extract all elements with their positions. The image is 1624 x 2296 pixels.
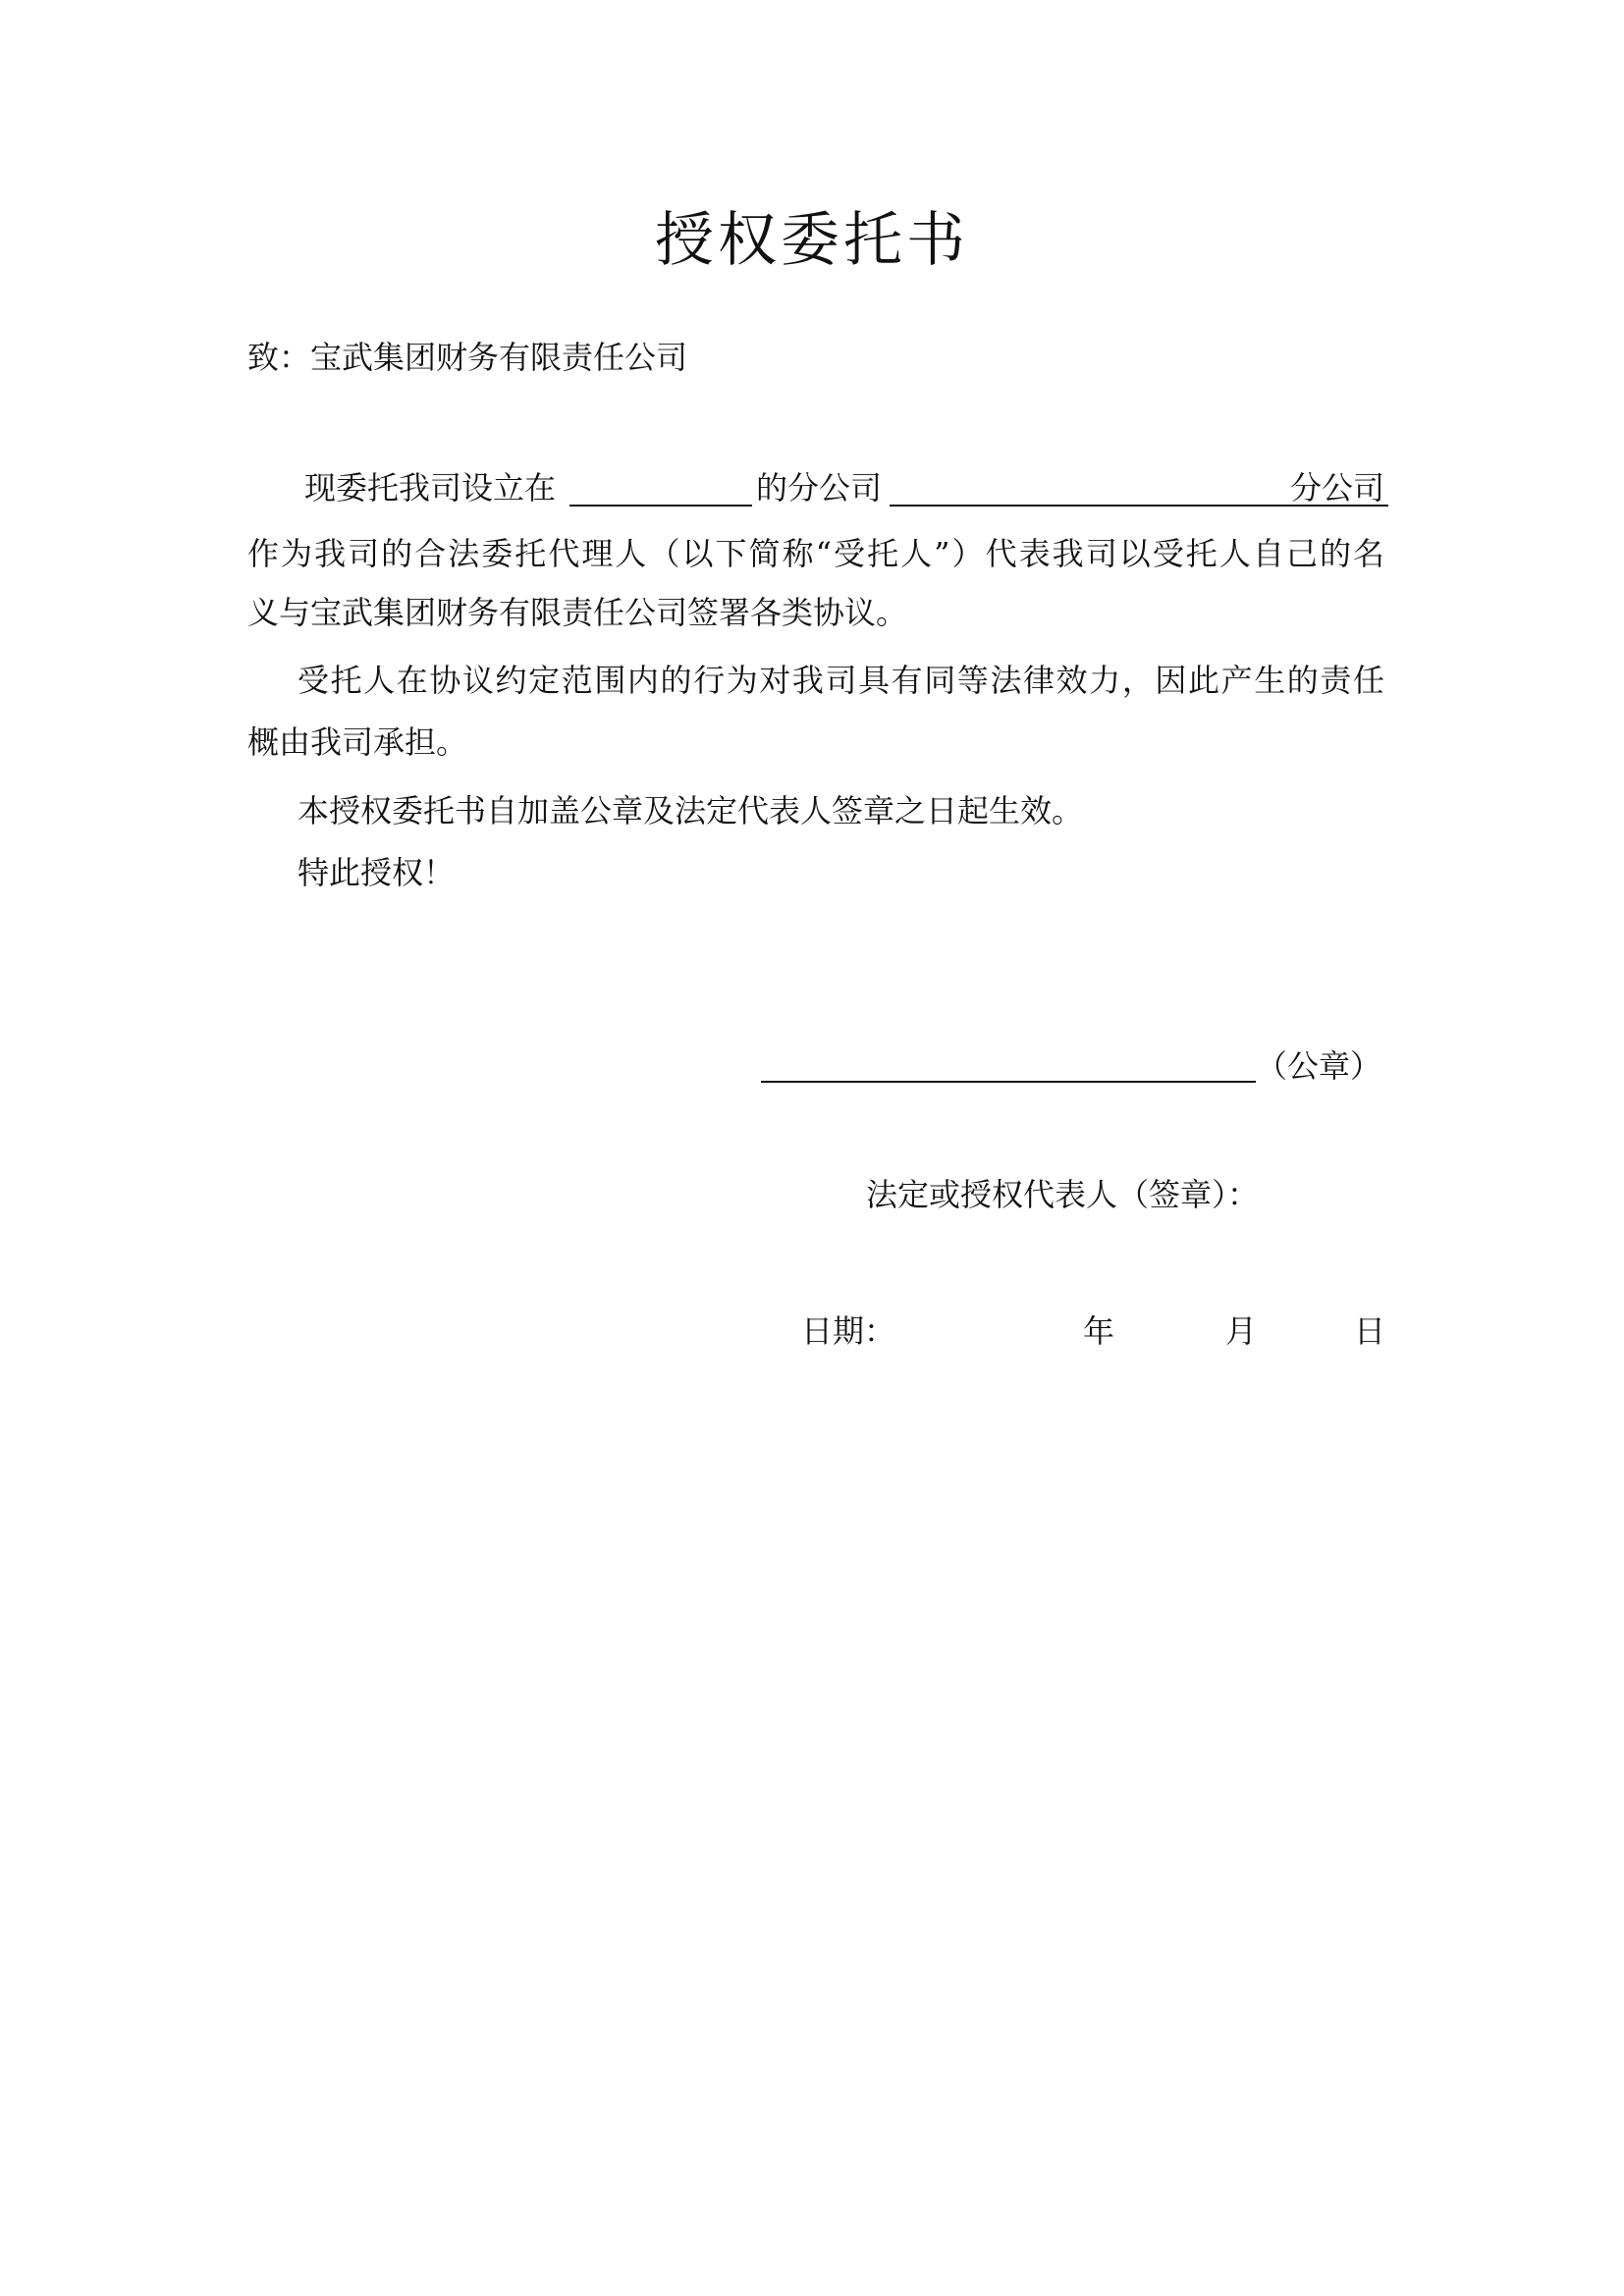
p2-line1: 受托人在协议约定范围内的行为对我司具有同等法律效力，因此产生的责任 [298,662,1384,699]
recipient-line [247,339,688,376]
document-title: 授权委托书 [655,206,969,275]
date-label: 日期： [801,1312,896,1350]
p2-line2: 概由我司承担。 [247,723,468,761]
date-day: 日 [1354,1312,1386,1350]
seal-label: （公章） [1256,1047,1382,1085]
p3-text: 本授权委托书自加盖公章及法定代表人签章之日起生效。 [298,792,1084,829]
p1-text-part2: 的分公司 [756,469,883,507]
representative-label: 法定或授权代表人（签章）： [866,1176,1260,1213]
date-month: 月 [1225,1312,1258,1350]
p1-line2: 作为我司的合法委托代理人（以下简称“受托人”）代表我司以受托人自己的名 [247,535,1384,572]
p1-line3: 义与宝武集团财务有限责任公司签署各类协议。 [247,594,908,631]
seal-blank-line[interactable] [761,1081,1256,1083]
p1-text-part3: 分公司 [1290,469,1385,507]
recipient-prefix: 致： [247,339,311,376]
location-blank-line[interactable] [569,505,752,507]
date-year: 年 [1083,1312,1115,1350]
p1-text-part1: 现委托我司设立在 [304,469,557,507]
p4-text: 特此授权！ [298,854,456,891]
recipient-name: 宝武集团财务有限责任公司 [310,339,688,376]
